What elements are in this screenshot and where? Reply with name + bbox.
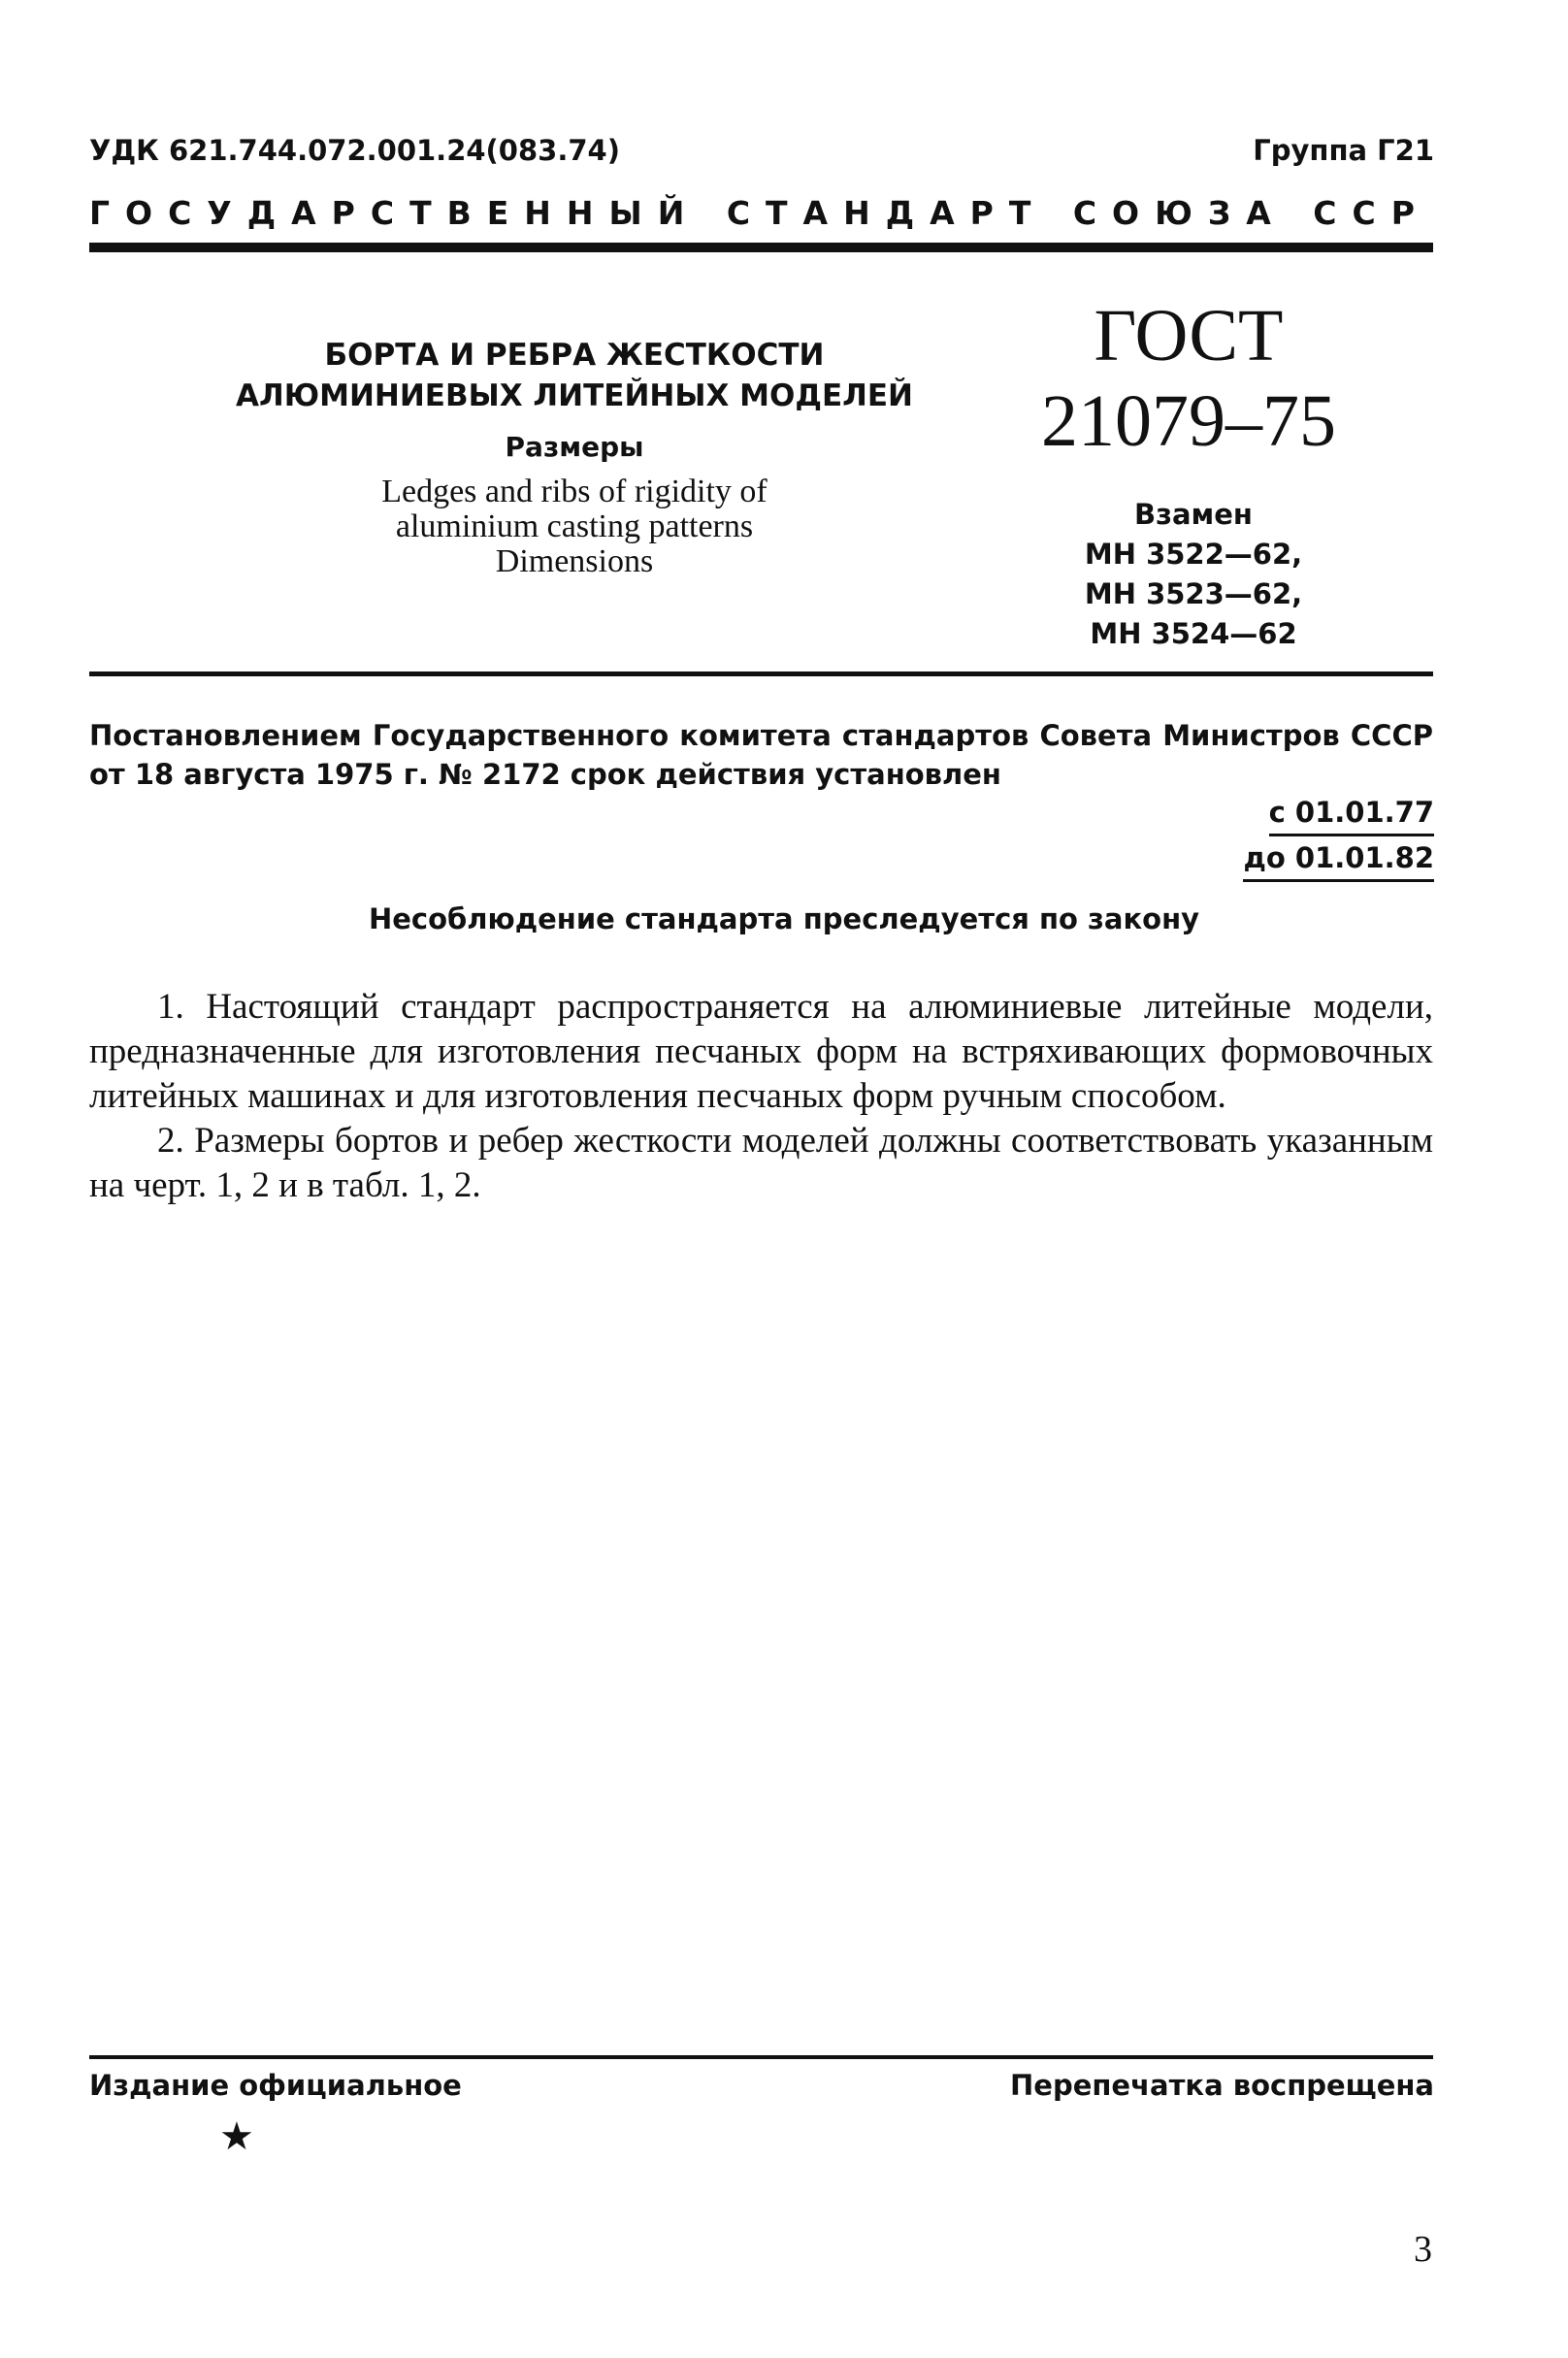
page-number: 3 <box>1414 2229 1432 2270</box>
reprint-prohibited-label: Перепечатка воспрещена <box>1010 2069 1434 2102</box>
title-en-line3: Dimensions <box>495 543 654 579</box>
decree-text <box>89 716 1433 794</box>
title-ru-subtitle: Размеры <box>505 431 644 463</box>
paragraph-1: 1. Настоящий стандарт распространяется на алюминиевые литейные модели, предназначенные для изготовления песчаных форм на встряхивающих формовочных литейных машинах и для изготовления песчаных форм ручным способом. <box>89 987 1433 1116</box>
group-code: Группа Г21 <box>1253 134 1434 167</box>
validity-dates <box>1243 791 1434 882</box>
replaced-standard: МН 3522—62, <box>1084 538 1303 571</box>
official-edition-label: Издание официальное <box>89 2069 462 2102</box>
footer-rule <box>89 2055 1433 2059</box>
title-ru-line2: АЛЮМИНИЕВЫХ ЛИТЕЙНЫХ МОДЕЛЕЙ <box>236 378 913 413</box>
replaced-standard: МН 3523—62, <box>1084 577 1303 610</box>
valid-to-date: до 01.01.82 <box>1243 836 1434 882</box>
title-ru-line1: БОРТА И РЕБРА ЖЕСТКОСТИ <box>324 338 825 373</box>
valid-from-date: с 01.01.77 <box>1269 791 1434 836</box>
replaced-standard: МН 3524—62 <box>1090 617 1297 650</box>
title-block <box>89 335 1060 579</box>
decree-line2: от 18 августа 1975 г. № 2172 срок действия установлен <box>89 758 1001 791</box>
decree-line1: Постановлением Государственного комитета стандартов Совета Министров СССР <box>89 719 1433 752</box>
header-thick-rule <box>89 243 1433 252</box>
legal-notice: Несоблюдение стандарта преследуется по закону <box>368 902 1200 935</box>
replaces-block <box>1067 495 1320 654</box>
star-icon: ★ <box>219 2114 254 2158</box>
title-en-line2: aluminium casting patterns <box>395 508 754 544</box>
paragraph-2: 2. Размеры бортов и ребер жесткости моделей должны соответствовать указанным на черт. 1, 2 и в табл. 1, 2. <box>89 1121 1433 1205</box>
body-text <box>89 985 1433 1208</box>
gost-label: ГОСТ <box>1094 295 1284 377</box>
title-en-line1: Ledges and ribs of rigidity of <box>381 474 768 509</box>
replaces-label: Взамен <box>1134 498 1253 531</box>
state-standard-heading: ГОСУДАРСТВЕННЫЙ СТАНДАРТ СОЮЗА ССР <box>89 194 1430 232</box>
gost-number: 21079–75 <box>1041 380 1336 462</box>
udk-code: УДК 621.744.072.001.24(083.74) <box>89 134 620 167</box>
title-bottom-rule <box>89 671 1433 676</box>
